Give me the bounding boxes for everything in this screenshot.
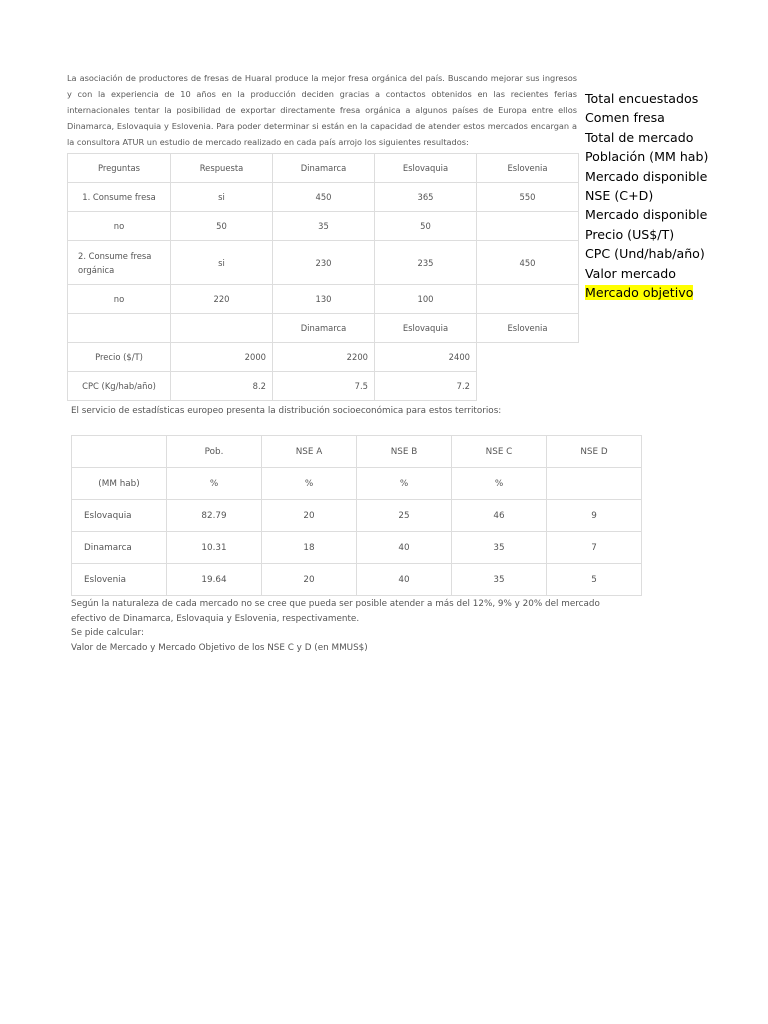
cell: 230 <box>273 241 375 285</box>
cell: no <box>68 285 171 314</box>
cell <box>68 314 171 343</box>
header-nse-b: NSE B <box>357 436 452 468</box>
survey-table <box>67 153 579 401</box>
cell: 220 <box>171 285 273 314</box>
cell: 40 <box>357 564 452 596</box>
header-nse-c: NSE C <box>452 436 547 468</box>
cell: 7 <box>547 532 642 564</box>
cell <box>171 314 273 343</box>
table-row <box>68 212 579 241</box>
cell: % <box>357 468 452 500</box>
side-label: Mercado disponible <box>585 207 708 223</box>
cell: si <box>171 183 273 212</box>
constraint-paragraph: Según la naturaleza de cada mercado no se cree que pueda ser posible atender a más del 12%, 9% y 20% del mercado efectivo de Dinamarca, Eslovaquia y Eslovenia, respectivamente. <box>71 599 600 624</box>
header-pob: Pob. <box>167 436 262 468</box>
cell: 2200 <box>273 343 375 372</box>
header-cell <box>72 436 167 468</box>
cell <box>477 212 579 241</box>
header-eslovaquia: Eslovaquia <box>375 154 477 183</box>
cell: 35 <box>452 564 547 596</box>
cell: no <box>68 212 171 241</box>
header-dinamarca: Dinamarca <box>273 154 375 183</box>
cell: 100 <box>375 285 477 314</box>
side-label: Total de mercado <box>585 129 694 145</box>
cell: 7.2 <box>375 372 477 401</box>
side-label: CPC (Und/hab/año) <box>585 246 705 262</box>
table-row <box>72 564 642 596</box>
side-label: Total encuestados <box>585 91 699 106</box>
side-label: Valor mercado <box>585 265 676 281</box>
header-preguntas: Preguntas <box>68 154 171 183</box>
cell: % <box>452 468 547 500</box>
header-nse-a: NSE A <box>262 436 357 468</box>
subheader-eslovaquia: Eslovaquia <box>375 314 477 343</box>
cell: 40 <box>357 532 452 564</box>
cell: Dinamarca <box>72 532 167 564</box>
cell: 365 <box>375 183 477 212</box>
cell: (MM hab) <box>72 468 167 500</box>
cell: % <box>262 468 357 500</box>
side-label: Población (MM hab) <box>585 149 709 165</box>
cell: 10.31 <box>167 532 262 564</box>
cell: % <box>167 468 262 500</box>
side-label: Mercado disponible <box>585 168 708 184</box>
highlight-mark: Mercado objetivo <box>585 285 694 301</box>
cell: 450 <box>477 241 579 285</box>
nse-table <box>71 435 642 596</box>
side-label: NSE (C+D) <box>585 188 654 204</box>
header-eslovenia: Eslovenia <box>477 154 579 183</box>
cell <box>477 285 579 314</box>
side-label-highlighted <box>585 283 694 302</box>
cell: Precio ($/T) <box>68 343 171 372</box>
cell: si <box>171 241 273 285</box>
cell: 50 <box>171 212 273 241</box>
cell: 50 <box>375 212 477 241</box>
cell <box>547 468 642 500</box>
side-labels <box>585 89 709 302</box>
cell: 35 <box>452 532 547 564</box>
cell: 5 <box>547 564 642 596</box>
cell: 235 <box>375 241 477 285</box>
cell: 130 <box>273 285 375 314</box>
table-row <box>68 314 579 343</box>
stats-intro: El servicio de estadísticas europeo presenta la distribución socioeconómica para estos territorios: <box>71 406 502 416</box>
cell: 46 <box>452 500 547 532</box>
cell: 20 <box>262 500 357 532</box>
cell: 20 <box>262 564 357 596</box>
table-row <box>72 532 642 564</box>
table-row <box>68 343 579 372</box>
cell: 82.79 <box>167 500 262 532</box>
cell <box>477 372 579 401</box>
cell: 9 <box>547 500 642 532</box>
cell: 2400 <box>375 343 477 372</box>
cell: 450 <box>273 183 375 212</box>
intro-paragraph: La asociación de productores de fresas de Huaral produce la mejor fresa orgánica del país. Buscando mejorar sus ingresos y con la experiencia de 10 años en la producción deciden gracias a contactos obtenidos en las recientes ferias internacionales tentar la posibilidad de exportar directamente fresa orgánica a algunos países de Europa entre ellos Dinamarca, Eslovaquia y Eslovenia. Para poder determinar si están en la capacidad de atender estos mercados encargan a la consultora ATUR un estudio de mercado realizado en cada país arrojo los siguientes resultados: <box>67 73 577 147</box>
cell: Eslovaquia <box>72 500 167 532</box>
table-row <box>68 285 579 314</box>
cell: 550 <box>477 183 579 212</box>
cell: 18 <box>262 532 357 564</box>
table-row <box>68 241 579 285</box>
cell: 2000 <box>171 343 273 372</box>
task-label: Se pide calcular: <box>71 628 144 639</box>
footer-text <box>71 597 631 656</box>
table-row <box>68 372 579 401</box>
units-row <box>72 468 642 500</box>
cell: 7.5 <box>273 372 375 401</box>
header-respuesta: Respuesta <box>171 154 273 183</box>
table-row <box>68 183 579 212</box>
cell: CPC (Kg/hab/año) <box>68 372 171 401</box>
cell <box>477 343 579 372</box>
cell: 8.2 <box>171 372 273 401</box>
table-row <box>72 500 642 532</box>
header-nse-d: NSE D <box>547 436 642 468</box>
subheader-dinamarca: Dinamarca <box>273 314 375 343</box>
cell: 2. Consume fresa orgánica <box>68 241 171 285</box>
cell: 25 <box>357 500 452 532</box>
side-label: Comen fresa <box>585 110 665 126</box>
task-description: Valor de Mercado y Mercado Objetivo de los NSE C y D (en MMUS$) <box>71 643 368 654</box>
cell: Eslovenia <box>72 564 167 596</box>
cell: 35 <box>273 212 375 241</box>
cell: 19.64 <box>167 564 262 596</box>
subheader-eslovenia: Eslovenia <box>477 314 579 343</box>
cell: 1. Consume fresa <box>68 183 171 212</box>
side-label: Precio (US$/T) <box>585 226 675 242</box>
